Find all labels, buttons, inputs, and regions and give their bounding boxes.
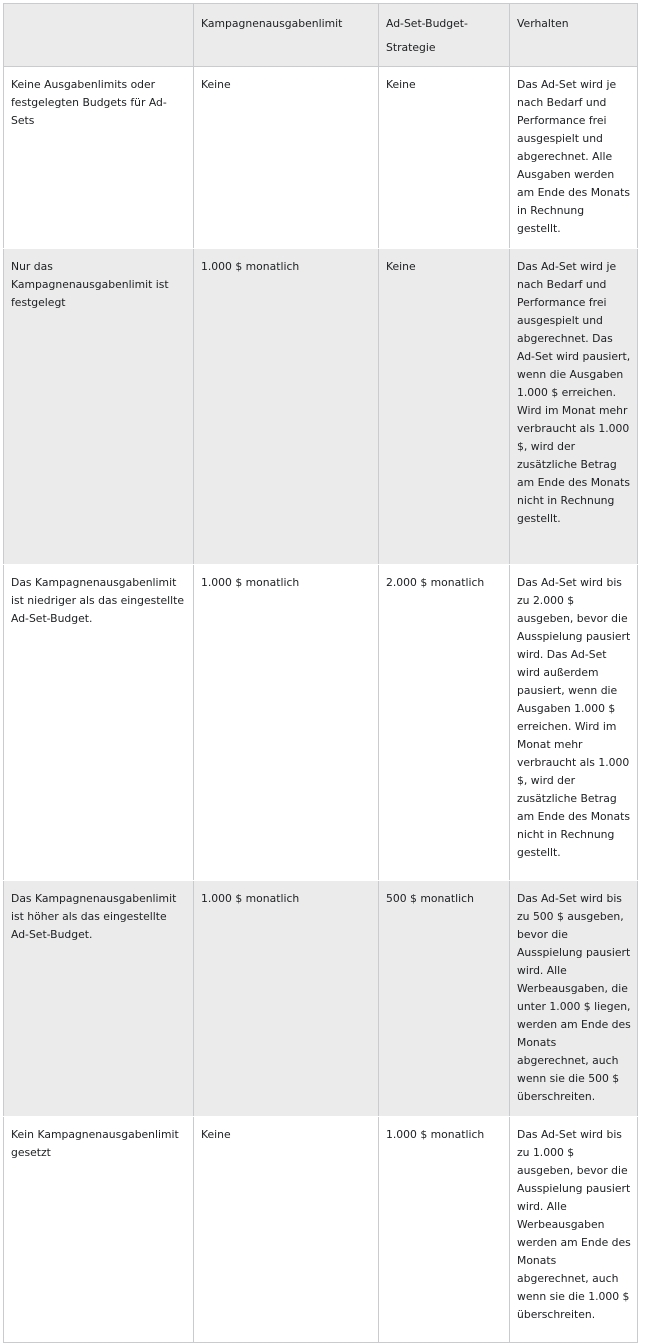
cell-scenario: Nur das Kampagnenausgabenlimit ist festgelegt xyxy=(4,249,194,565)
budget-behavior-table xyxy=(3,3,638,1343)
table-row xyxy=(4,881,638,1117)
header-behavior: Verhalten xyxy=(510,4,638,67)
header-adset-budget-strategy: Ad-Set-Budget-Strategie xyxy=(379,4,510,67)
header-campaign-limit: Kampagnenausgabenlimit xyxy=(194,4,379,67)
cell-campaign-limit: 1.000 $ monatlich xyxy=(194,881,379,1117)
cell-scenario: Keine Ausgabenlimits oder festgelegten Budgets für Ad-Sets xyxy=(4,67,194,249)
cell-scenario: Das Kampagnenausgabenlimit ist niedriger als das eingestellte Ad-Set-Budget. xyxy=(4,565,194,881)
table-body xyxy=(4,67,638,1343)
cell-behavior: Das Ad-Set wird je nach Bedarf und Performance frei ausgespielt und abgerechnet. Alle Ausgaben werden am Ende des Monats in Rechnung gestellt. xyxy=(510,67,638,249)
cell-scenario: Das Kampagnenausgabenlimit ist höher als das eingestellte Ad-Set-Budget. xyxy=(4,881,194,1117)
cell-adset-strategy: 2.000 $ monatlich xyxy=(379,565,510,881)
cell-adset-strategy: Keine xyxy=(379,67,510,249)
header-empty xyxy=(4,4,194,67)
cell-behavior: Das Ad-Set wird je nach Bedarf und Performance frei ausgespielt und abgerechnet. Das Ad-Set wird pausiert, wenn die Ausgaben 1.000 $ erreichen. Wird im Monat mehr verbraucht als 1.000 $, wird der zusätzliche Betrag am Ende des Monats nicht in Rechnung gestellt. xyxy=(510,249,638,565)
table-row xyxy=(4,1117,638,1343)
cell-behavior: Das Ad-Set wird bis zu 1.000 $ ausgeben, bevor die Ausspielung pausiert wird. Alle Werbeausgaben werden am Ende des Monats abgerechnet, auch wenn sie die 1.000 $ überschreiten. xyxy=(510,1117,638,1343)
cell-adset-strategy: Keine xyxy=(379,249,510,565)
table-row xyxy=(4,565,638,881)
header-row xyxy=(4,4,638,67)
cell-adset-strategy: 500 $ monatlich xyxy=(379,881,510,1117)
cell-campaign-limit: 1.000 $ monatlich xyxy=(194,565,379,881)
cell-scenario: Kein Kampagnenausgabenlimit gesetzt xyxy=(4,1117,194,1343)
table-row xyxy=(4,67,638,249)
cell-behavior: Das Ad-Set wird bis zu 2.000 $ ausgeben, bevor die Ausspielung pausiert wird. Das Ad-Set wird außerdem pausiert, wenn die Ausgaben 1.000 $ erreichen. Wird im Monat mehr verbraucht als 1.000 $, wird der zusätzliche Betrag am Ende des Monats nicht in Rechnung gestellt. xyxy=(510,565,638,881)
budget-behavior-table-container xyxy=(3,3,637,1343)
cell-campaign-limit: Keine xyxy=(194,67,379,249)
cell-campaign-limit: Keine xyxy=(194,1117,379,1343)
table-row xyxy=(4,249,638,565)
cell-adset-strategy: 1.000 $ monatlich xyxy=(379,1117,510,1343)
cell-campaign-limit: 1.000 $ monatlich xyxy=(194,249,379,565)
cell-behavior: Das Ad-Set wird bis zu 500 $ ausgeben, bevor die Ausspielung pausiert wird. Alle Werbeausgaben, die unter 1.000 $ liegen, werden am Ende des Monats abgerechnet, auch wenn sie die 500 $ überschreiten. xyxy=(510,881,638,1117)
table-header xyxy=(4,4,638,67)
